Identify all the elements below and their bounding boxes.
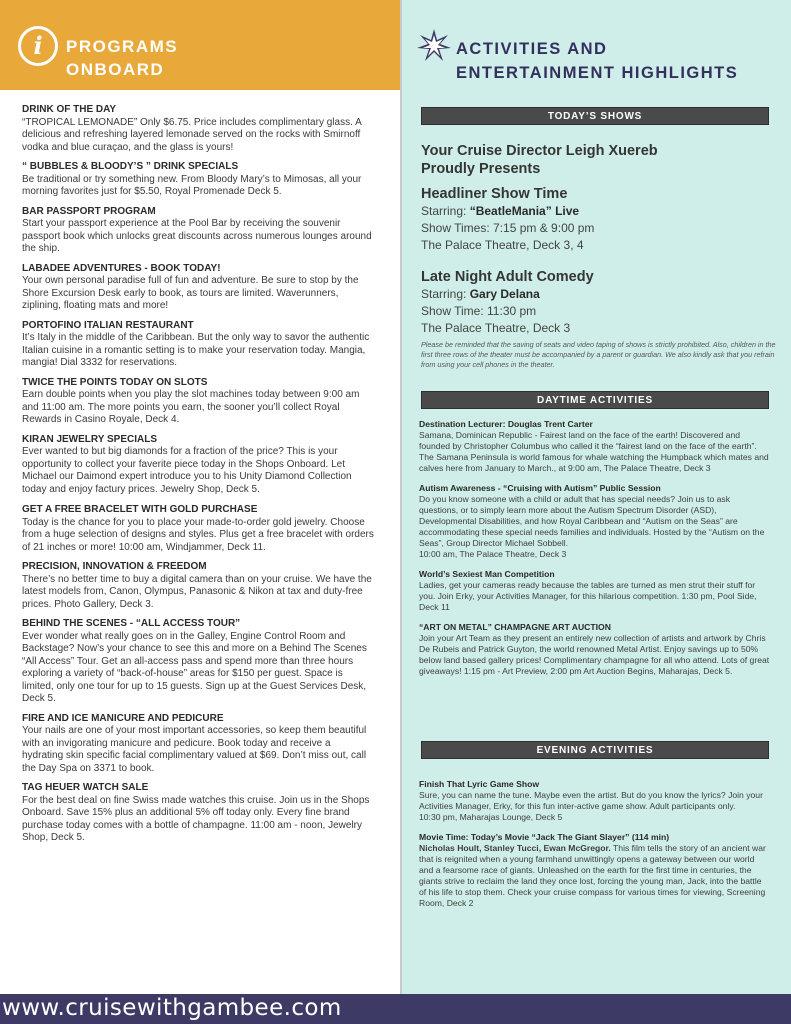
program-title: BEHIND THE SCENES - “ALL ACCESS TOUR” — [22, 618, 241, 629]
program-title: DRINK OF THE DAY — [22, 104, 117, 115]
activities-title — [456, 37, 738, 85]
show1-starring-name: “BeatleMania” Live — [469, 204, 580, 218]
programs-title — [66, 35, 178, 81]
activity-body: Do you know someone with a child or adult that has special needs? Join us to ask questions, or to simply learn more about the Autism Spectrum Disorder (ASD), Developmental Disabilities, and how Royal Caribbean and “Autism on the Seas” are accommodating these special needs families and individuals. Hosted by the “Autism on the Seas”, Group Director Michael Sobbell. — [419, 494, 765, 548]
shows-intro-line1: Your Cruise Director Leigh Xuereb — [421, 143, 658, 159]
show2-starring-label: Starring: — [421, 287, 467, 301]
program-body: There’s no better time to buy a digital camera than on your cruise. We have the latest models from, Canon, Olympus, Panasonic & Nikon at tax and duty-free prices. Photo Gallery, Deck 3. — [22, 573, 372, 610]
show1-times: Show Times: 7:15 pm & 9:00 pm — [421, 221, 595, 235]
program-body: Earn double points when you play the slot machines today between 9:00 am and 11:00 am. The more points you earn, the sooner you’ll collect Royal Rewards in Casino Royale, Deck 4. — [22, 389, 360, 425]
activity-time: 10:00 am, The Palace Theatre, Deck 3 — [419, 549, 567, 559]
activity-body: Join your Art Team as they present an entirely new collection of artists and artwork by Chris De Rubeis and Patrick Guyton, the world renowned Metal Artist. Enjoy savings up to 50% below land based gallery prices! Complimentary champagne for all who attend. Lots of great giveaways! 1:15 pm - Art Preview, 2:00 pm Art Auction Begins, Maharajas, Deck 5. — [419, 633, 770, 676]
program-item — [22, 713, 374, 776]
evening-activities — [419, 779, 771, 918]
program-item — [22, 161, 374, 199]
program-body: Be traditional or try something new. From Bloody Mary’s to Mimosas, all your morning favorites just for $5.50, Royal Promenade Deck 5. — [22, 173, 362, 197]
program-item — [22, 263, 374, 313]
activity-title: World’s Sexiest Man Competition — [419, 569, 555, 579]
activity-time: 10:30 pm, Maharajas Lounge, Deck 5 — [419, 812, 563, 822]
daytime-activities — [419, 419, 771, 686]
program-body: Start your passport experience at the Pool Bar by receiving the souvenir passport book which unlocks great discounts across numerous lounges around the ship. — [22, 218, 372, 254]
show2-title: Late Night Adult Comedy — [421, 269, 594, 285]
program-item — [22, 618, 374, 706]
program-item — [22, 782, 374, 845]
program-item — [22, 504, 374, 554]
activity-item — [419, 419, 771, 474]
activity-item — [419, 569, 771, 613]
todays-shows — [421, 142, 776, 370]
movie-description: This film tells the story of an ancient war that is reignited when a young farmhand unwittingly opens a gateway between our world and a fearsome race of giants. Unleashed on the earth for the first time in centuries, the giants strive to reclaim the land they once lost, forcing the young man, Jack, into the battle of his life to stop them. Check your cruise compass for various times for viewing, Screening Room, Deck 2 — [419, 843, 766, 908]
program-item — [22, 320, 374, 370]
program-item — [22, 434, 374, 497]
activity-title: Destination Lecturer: Douglas Trent Carter — [419, 419, 593, 429]
program-title: PORTOFINO ITALIAN RESTAURANT — [22, 319, 194, 331]
show1-venue: The Palace Theatre, Deck 3, 4 — [421, 238, 584, 252]
program-body: Your nails are one of your most important accessories, so keep them beautiful with an invigorating manicure and pedicure. Book today and receive a hydrating skin specific facial complimentary valued at $69. Don’t miss out, call the Day Spa on 3371 to book. — [22, 725, 367, 774]
program-title: KIRAN JEWELRY SPECIALS — [22, 433, 158, 445]
evening-activities-header: EVENING ACTIVITIES — [421, 741, 769, 759]
program-title: TWICE THE POINTS TODAY ON SLOTS — [22, 376, 208, 388]
shows-intro-line2: Proudly Presents — [421, 161, 541, 177]
program-item — [22, 377, 374, 427]
programs-title-line2: ONBOARD — [66, 60, 165, 79]
activity-body — [419, 843, 771, 909]
shows-disclaimer: Please be reminded that the saving of seats and video taping of shows is strictly prohibited. Also, children in the first three rows of the theater must be accompanied by a parent or guardian. We also kindly ask that you refrain from using your cell phones in the theater. — [421, 340, 776, 369]
program-item — [22, 561, 374, 611]
activity-item — [419, 622, 771, 677]
activity-item — [419, 779, 771, 823]
program-title: FIRE AND ICE MANICURE AND PEDICURE — [22, 712, 224, 724]
activity-body: Sure, you can name the tune. Maybe even the artist. But do you know the lyrics? Join your Activities Manager, Erky, for this fun inter-active game show. Adult participants only. — [419, 790, 763, 811]
programs-header — [0, 0, 400, 90]
program-title: LABADEE ADVENTURES - BOOK TODAY! — [22, 262, 221, 274]
show2-times: Show Time: 11:30 pm — [421, 304, 537, 318]
activity-title: “ART ON METAL” CHAMPAGNE ART AUCTION — [419, 622, 611, 632]
activities-title-line2: ENTERTAINMENT HIGHLIGHTS — [456, 64, 739, 82]
footer-bar — [0, 994, 791, 1024]
program-title: PRECISION, INNOVATION & FREEDOM — [22, 561, 207, 572]
program-body: For the best deal on fine Swiss made watches this cruise. Join us in the Shops Onboard. Save 15% plus an additional 5% off today only. Every fine brand purchase today comes with a bottle of champagne. 11:00 am - noon, Jewelry Shop, Deck 5. — [22, 794, 370, 843]
movie-cast: Nicholas Hoult, Stanley Tucci, Ewan McGregor. — [419, 843, 611, 853]
programs-title-line1: PROGRAMS — [66, 37, 179, 56]
activity-title: Movie Time: Today’s Movie “Jack The Giant Slayer” (114 min) — [419, 832, 670, 842]
show1-starring-label: Starring: — [421, 204, 467, 218]
program-body: Ever wonder what really goes on in the Galley, Engine Control Room and Backstage? Now’s your chance to see this and more on a Behind The Scenes “All Access” Tour. Get an all-access pass and spend more than three hours exploring a variety of “back-of-house” areas for $150 per guest. Space is limited, only one tour for up to 15 guests. Sign up at the Guest Services Desk, Deck 5. — [22, 630, 367, 704]
show2-starring — [421, 286, 776, 303]
program-body: “TROPICAL LEMONADE” Only $6.75. Price includes complimentary glass. A delicious and refreshing layered lemonade served on the rocks with Smirnoff vodka and blue curaçao, and the glass is yours! — [22, 116, 362, 153]
activity-title: Autism Awareness - “Cruising with Autism” Public Session — [419, 483, 661, 493]
program-body: It’s Italy in the middle of the Caribbean. But the only way to savor the authentic Italian cuisine in a romantic setting is to make your reservation today. Mangia, mangia! Dial 3332 for reservations. — [22, 332, 370, 368]
program-title: GET A FREE BRACELET WITH GOLD PURCHASE — [22, 504, 258, 515]
program-body: Today is the chance for you to place your made-to-order gold jewelry. Choose from a huge selection of designs and styles. Plus get a free bracelet with orders of 21 inches or more! 10:00 am, Windjammer, Deck 11. — [22, 516, 374, 553]
activity-body: Samana, Dominican Republic - Fairest land on the face of the earth! Discovered and founded by Christopher Columbus who called it the “fairest land on the face of the earth”. The Samana Peninsula is world famous for whale watching the Humpback which mates and calves here from January to March., at 9:00 am, The Palace Theatre, Deck 3 — [419, 430, 769, 473]
activity-item — [419, 832, 771, 909]
program-item — [22, 104, 374, 154]
program-title: TAG HEUER WATCH SALE — [22, 782, 149, 793]
show2-starring-name: Gary Delana — [469, 287, 540, 301]
activity-item — [419, 483, 771, 560]
program-item — [22, 206, 374, 256]
show2-venue: The Palace Theatre, Deck 3 — [421, 321, 571, 335]
programs-list — [22, 104, 374, 852]
activities-title-line1: ACTIVITIES AND — [456, 40, 608, 58]
program-body: Your own personal paradise full of fun and adventure. Be sure to stop by the Shore Excursion Desk early to book, as tours are limited. Waverunners, ziplining, floating mats and more! — [22, 275, 359, 311]
program-body: Ever wanted to but big diamonds for a fraction of the price? This is your opportunity to collect your faverite piece today in the Shops Onboard. Let Michael our Daimond expert introduce you to his Unity Diamond Collection today and enjoy factury prices. Jewelry Shop, Deck 5. — [22, 446, 352, 495]
program-title: BAR PASSPORT PROGRAM — [22, 205, 156, 217]
activity-body: Ladies, get your cameras ready because the tables are turned as men strut their stuff for you. Join Erky, your Activities Manager, for this hilarious competition. 1:30 pm, Pool Side, Deck 11 — [419, 580, 757, 612]
show1-starring — [421, 203, 776, 220]
column-divider — [400, 0, 402, 994]
star-burst-icon — [416, 28, 452, 64]
daytime-activities-header: DAYTIME ACTIVITIES — [421, 391, 769, 409]
show1-title: Headliner Show Time — [421, 186, 568, 202]
info-icon: i — [18, 26, 58, 66]
program-title: “ BUBBLES & BLOODY’S ” DRINK SPECIALS — [22, 161, 239, 172]
todays-shows-header: TODAY’S SHOWS — [421, 107, 769, 125]
footer-url[interactable]: www.cruisewithgambee.com — [2, 995, 342, 1021]
activity-title: Finish That Lyric Game Show — [419, 779, 540, 789]
